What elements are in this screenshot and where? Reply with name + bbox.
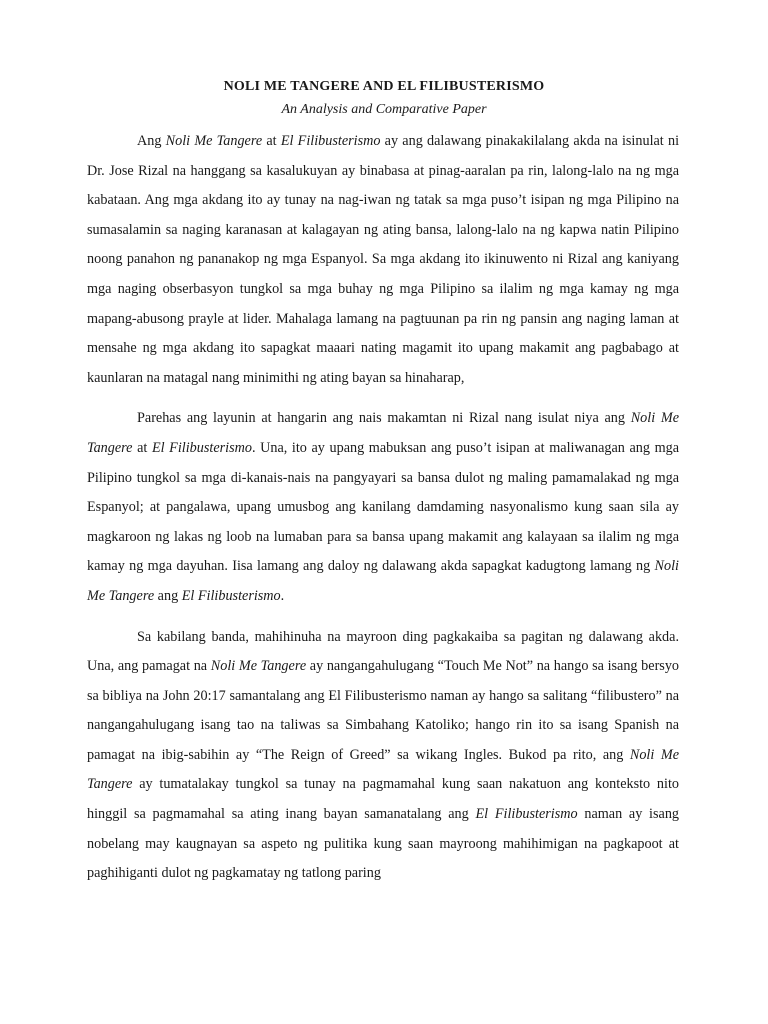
document-subtitle: An Analysis and Comparative Paper	[281, 102, 487, 117]
text-segment: ang	[154, 587, 182, 604]
body-paragraph-2	[87, 404, 679, 611]
document-title: NOLI ME TANGERE AND EL FILIBUSTERISMO	[223, 79, 545, 94]
text-segment-italic: El Filibusterismo	[475, 806, 578, 823]
text-segment-italic: Noli Me Tangere	[87, 746, 679, 793]
text-segment: Sa kabilang banda, mahihinuha na mayroon ding pagkakaiba sa pagitan ng dalawang akda. Una, ang pamagat na	[87, 628, 679, 675]
body-paragraph-3	[87, 623, 679, 889]
text-segment: . Una, ito ay upang mabuksan ang puso’t isipan at maliwanagan ang mga Pilipino tungkol sa mga di-kanais-nais na pangyayari sa bansa dulot ng maling pamamalakad ng mga Espanyol; at pangalawa, upang umusbog ang kanilang damdaming nasyonalismo kung saan sila ay magkaroon ng lakas ng loob na lumaban para sa bansa upang makamit ang kalayaan sa ilalim ng mga kamay ng mga dayuhan. Iisa lamang ang daloy ng dalawang akda sapagkat kadugtong lamang ng	[87, 439, 680, 575]
text-segment-italic: Noli Me Tangere	[210, 658, 307, 675]
text-segment-italic: Noli Me Tangere	[165, 133, 263, 149]
text-segment: Parehas ang layunin at hangarin ang nais makamtan ni Rizal nang isulat niya ang	[137, 410, 631, 427]
body-paragraph-1	[87, 127, 679, 393]
text-segment: ay tumatalakay tungkol sa tunay na pagmamahal kung saan nakatuon ang konteksto nito hinggil sa pagmamahal sa ating inang bayan samanatalang ang	[87, 776, 679, 823]
text-segment: ay ang dalawang pinakakilalang akda na isinulat ni Dr. Jose Rizal na hanggang sa kasalukuyan ay binabasa at pinag-aaralan pa rin, lalong-lalo na ng mga kabataan. Ang mga akdang ito ay tunay na nag-iwan ng tatak sa mga puso’t isipan ng mga Pilipino na sumasalamin sa naging karanasan at kalagayan ng ating bansa, lalong-lalo na ng kapwa natin Pilipino noong panahon ng pananakop ng mga Espanyol. Sa mga akdang ito ikinuwento ni Rizal ang kaniyang mga naging obserbasyon tungkol sa mga buhay ng mga Pilipino sa ilalim ng mga kamay ng mga mapang-abusong prayle at lider. Mahalaga lamang na pagtuunan pa rin ng pansin ang naging laman at mensahe ng mga akdang ito sapagkat maaari nating magamit ito upang makamit ang pagbabago at kaunlaran na matagal nang minimithi ng ating bayan sa hinaharap,	[87, 133, 680, 386]
text-segment-italic: El Filibusterismo	[280, 133, 381, 149]
text-segment: .	[280, 587, 285, 604]
text-segment: at	[132, 439, 152, 456]
text-segment: Ang	[137, 133, 166, 149]
document-body	[87, 127, 679, 889]
text-segment: naman ay isang nobelang may kaugnayan sa aspeto ng pulitika kung saan mayroong mahihimigan na pagkapoot at paghihiganti dulot ng pagkamatay ng tatlong paring	[87, 806, 680, 882]
text-segment-italic: Noli Me Tangere	[87, 558, 679, 604]
text-segment: at	[262, 133, 281, 149]
text-segment-italic: El Filibusterismo	[151, 439, 252, 456]
text-segment-italic: El Filibusterismo	[181, 587, 281, 604]
text-segment: ay nangangahulugang “Touch Me Not” na hango sa isang bersyo sa bibliya na John 20:17 samantalang ang El Filibusterismo naman ay hango sa salitang “filibustero” na nangangahulugang isang tao na taliwas sa Simbahang Katoliko; hango rin ito sa isang Spanish na pamagat na ibig-sabihin ay “The Reign of Greed” sa wikang Ingles. Bukod pa rito, ang	[87, 658, 680, 763]
text-segment-italic: Noli Me Tangere	[87, 410, 679, 456]
